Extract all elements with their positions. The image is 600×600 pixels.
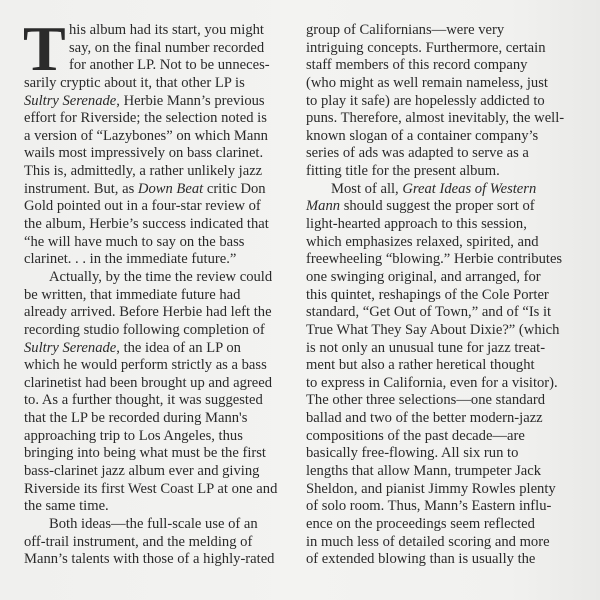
text-line (306, 392, 576, 410)
line-text: the same time. (24, 498, 109, 515)
text-line (24, 145, 286, 163)
line-text: True What They Say About Dixie?” (which (306, 321, 560, 338)
line-text: of solo room. Thus, Mann’s Eastern influ- (306, 498, 552, 515)
text-line (24, 481, 286, 499)
text-line (24, 128, 286, 146)
line-text: say, on the final number recorded (69, 39, 265, 56)
text-line (306, 110, 576, 128)
line-text: bringing into being what must be the first (24, 445, 266, 462)
drop-cap: T (23, 13, 66, 84)
text-line (306, 287, 576, 305)
text-line (24, 198, 286, 216)
line-text: clarinet. . . in the immediate future.” (24, 251, 237, 268)
line-text: light-hearted approach to this session, (306, 216, 527, 233)
line-text: Mann’s talents with those of a highly-rated (24, 551, 275, 568)
text-line (306, 322, 576, 340)
line-text: (who might as well remain nameless, just (306, 74, 548, 91)
line-text: be written, that immediate future had (24, 286, 241, 303)
line-text: approaching trip to Los Angeles, thus (24, 427, 243, 444)
text-line (306, 534, 576, 552)
line-text: to. As a further thought, it was suggested (24, 392, 263, 409)
italic-title: Sultry Serenade (24, 339, 117, 356)
text-line (306, 145, 576, 163)
text-line (306, 216, 576, 234)
text-line (306, 304, 576, 322)
text-line (306, 428, 576, 446)
text-line (24, 375, 286, 393)
line-text: Both ideas—the full-scale use of an (49, 515, 258, 532)
line-text: in much less of detailed scoring and more (306, 533, 550, 550)
text-line (24, 428, 286, 446)
text-line (306, 410, 576, 428)
line-text: , Herbie Mann’s previous (116, 92, 265, 109)
text-line (24, 357, 286, 375)
text-line (306, 40, 576, 58)
line-text: off-trail instrument, and the melding of (24, 533, 253, 550)
line-text: which he would perform strictly as a bass (24, 357, 267, 374)
text-line (306, 128, 576, 146)
line-text: Gold pointed out in a four-star review of (24, 198, 261, 215)
line-text: to play it safe) are hopelessly addicted to (306, 92, 545, 109)
line-text: Most of all, (331, 180, 403, 197)
line-text: this quintet, reshapings of the Cole Porter (306, 286, 549, 303)
line-text: his album had its start, you might (69, 22, 264, 38)
line-text: This is, admittedly, a rather unlikely jazz (24, 163, 263, 180)
line-text: series of ads was adapted to serve as a (306, 145, 529, 162)
line-text: for another LP. Not to be unneces- (69, 57, 270, 74)
line-text: clarinetist had been brought up and agreed (24, 374, 273, 391)
text-line (306, 551, 576, 569)
text-line (24, 551, 286, 569)
line-text: ment but also a rather heretical thought (306, 357, 535, 374)
italic-title: Mann (306, 198, 341, 215)
text-line (24, 251, 286, 269)
italic-title: Great Ideas of Western (402, 180, 537, 197)
line-text: should suggest the proper sort of (340, 198, 535, 215)
text-line (306, 251, 576, 269)
line-text: ence on the proceedings seem reflected (306, 515, 535, 532)
text-line (306, 163, 576, 181)
line-text: intriguing concepts. Furthermore, certain (306, 39, 546, 56)
text-line (24, 216, 286, 234)
line-text: critic Don (203, 180, 266, 197)
text-line (24, 340, 286, 358)
text-line (24, 304, 286, 322)
text-line (24, 287, 286, 305)
text-line (24, 322, 286, 340)
text-line (306, 75, 576, 93)
line-text: lengths that allow Mann, trumpeter Jack (306, 463, 542, 480)
line-text: that the LP be recorded during Mann's (24, 410, 248, 427)
line-text: “he will have much to say on the bass (24, 233, 245, 250)
line-text: sarily cryptic about it, that other LP is (24, 74, 245, 91)
text-line (306, 269, 576, 287)
text-line (24, 110, 286, 128)
text-line (306, 57, 576, 75)
text-line (306, 445, 576, 463)
italic-title: Down Beat (137, 180, 204, 197)
text-line (306, 181, 576, 199)
text-line (306, 357, 576, 375)
text-line (24, 534, 286, 552)
line-text: fitting title for the present album. (306, 163, 500, 180)
italic-title: Sultry Serenade (24, 92, 117, 109)
line-text: , the idea of an LP on (116, 339, 241, 356)
text-line (24, 93, 286, 111)
line-text: Sheldon, and pianist Jimmy Rowles plenty (306, 480, 556, 497)
line-text: is not only an unusual tune for jazz treat- (306, 339, 546, 356)
text-line (306, 498, 576, 516)
line-text: freewheeling “blowing.” Herbie contributes (306, 251, 563, 268)
line-text: wails most impressively on bass clarinet. (24, 145, 264, 162)
text-line (24, 234, 286, 252)
text-line (306, 93, 576, 111)
line-text: group of Californians—were very (306, 22, 505, 38)
line-text: The other three selections—one standard (306, 392, 546, 409)
line-text: to express in California, even for a visitor). (306, 374, 558, 391)
line-text: compositions of the past decade—are (306, 427, 525, 444)
text-line (306, 340, 576, 358)
text-line (24, 392, 286, 410)
line-text: a version of “Lazybones” on which Mann (24, 127, 268, 144)
line-text: staff members of this record company (306, 57, 528, 74)
text-line (306, 22, 576, 40)
line-text: instrument. But, as (24, 180, 138, 197)
line-text: puns. Therefore, almost inevitably, the well- (306, 110, 565, 127)
line-text: Riverside its first West Coast LP at one and (24, 480, 278, 497)
text-line (24, 498, 286, 516)
line-text: recording studio following completion of (24, 321, 265, 338)
right-column (306, 22, 576, 569)
text-line (24, 516, 286, 534)
text-line (24, 463, 286, 481)
line-text: ballad and two of the better modern-jazz (306, 410, 543, 427)
text-line (24, 410, 286, 428)
left-column (23, 13, 286, 569)
text-line (24, 269, 286, 287)
line-text: Actually, by the time the review could (49, 268, 273, 285)
text-line (306, 481, 576, 499)
line-text: known slogan of a container company’s (306, 127, 539, 144)
line-text: one swinging original, and arranged, for (306, 268, 541, 285)
line-text: which emphasizes relaxed, spirited, and (306, 233, 539, 250)
line-text: the album, Herbie’s success indicated that (24, 216, 269, 233)
text-line (24, 181, 286, 199)
line-text: effort for Riverside; the selection noted is (24, 110, 267, 127)
text-line (306, 234, 576, 252)
text-line (24, 445, 286, 463)
line-text: of extended blowing than is usually the (306, 551, 536, 568)
text-line (306, 463, 576, 481)
text-line (306, 516, 576, 534)
text-line (306, 198, 576, 216)
line-text: standard, “Get Out of Town,” and of “Is it (306, 304, 552, 321)
line-text: already arrived. Before Herbie had left the (24, 304, 272, 321)
line-text: basically free-flowing. All six run to (306, 445, 519, 462)
line-text: bass-clarinet jazz album ever and giving (24, 463, 260, 480)
text-line (306, 375, 576, 393)
text-line (24, 163, 286, 181)
